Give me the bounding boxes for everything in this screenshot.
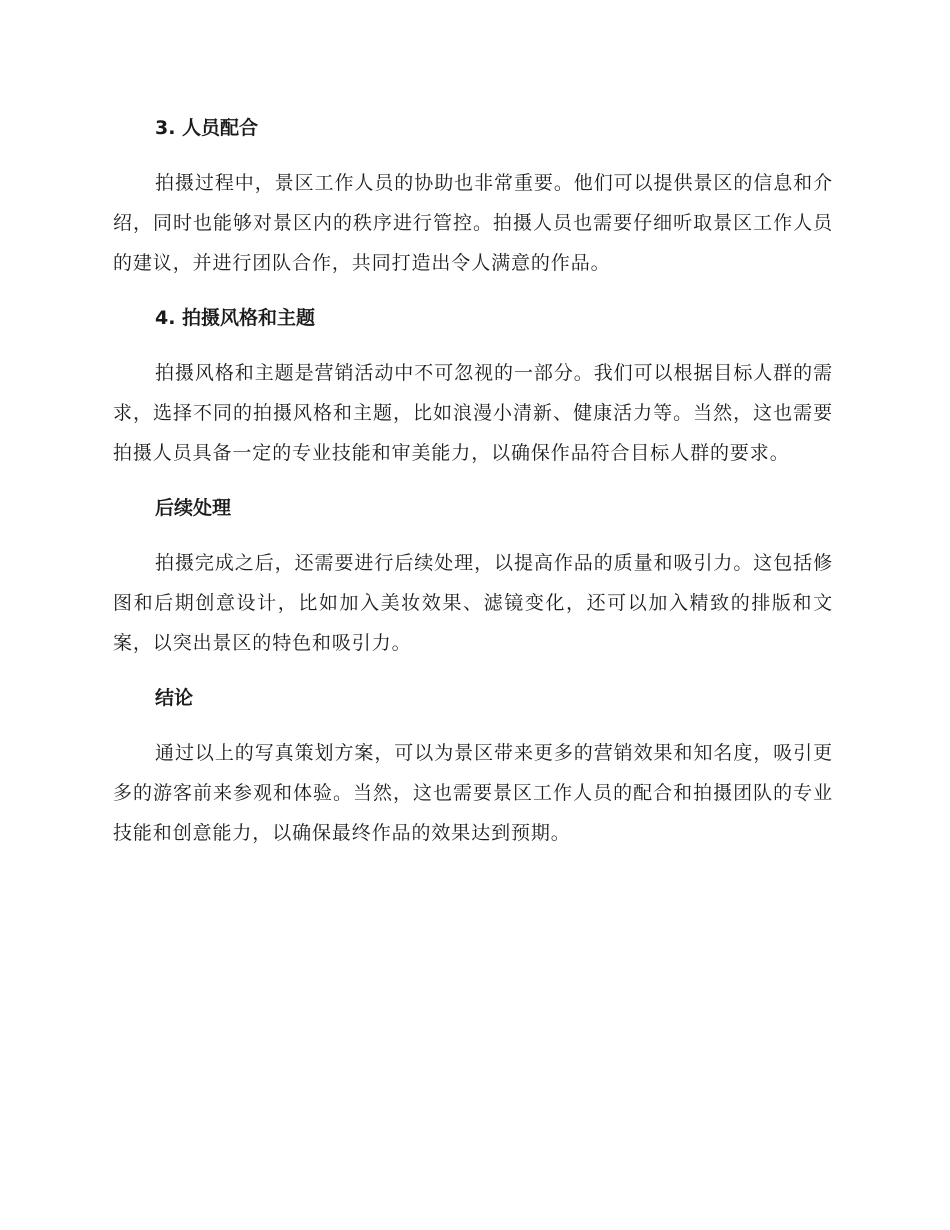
- section-paragraph: 通过以上的写真策划方案，可以为景区带来更多的营销效果和知名度，吸引更多的游客前来参观和体验。当然，这也需要景区工作人员的配合和拍摄团队的专业技能和创意能力，以确保最终作品的效果达到预期。: [113, 742, 833, 844]
- section-paragraph: 拍摄风格和主题是营销活动中不可忽视的一部分。我们可以根据目标人群的需求，选择不同的拍摄风格和主题，比如浪漫小清新、健康活力等。当然，这也需要拍摄人员具备一定的专业技能和审美能力，以确保作品符合目标人群的要求。: [113, 362, 833, 464]
- section-heading: 3. 人员配合: [155, 117, 259, 139]
- section-heading: 结论: [155, 687, 194, 709]
- section-heading: 后续处理: [155, 497, 232, 519]
- section-paragraph: 拍摄完成之后，还需要进行后续处理，以提高作品的质量和吸引力。这包括修图和后期创意设计，比如加入美妆效果、滤镜变化，还可以加入精致的排版和文案，以突出景区的特色和吸引力。: [113, 552, 833, 654]
- section-heading: 4. 拍摄风格和主题: [155, 307, 316, 329]
- section-conclusion: [113, 678, 833, 853]
- document-body: [113, 108, 833, 853]
- section-paragraph: 拍摄过程中，景区工作人员的协助也非常重要。他们可以提供景区的信息和介绍，同时也能够对景区内的秩序进行管控。拍摄人员也需要仔细听取景区工作人员的建议，并进行团队合作，共同打造出令人满意的作品。: [113, 172, 833, 274]
- section-style-and-theme: [113, 298, 833, 488]
- section-staff-coordination: [113, 108, 833, 298]
- section-post-processing: [113, 488, 833, 678]
